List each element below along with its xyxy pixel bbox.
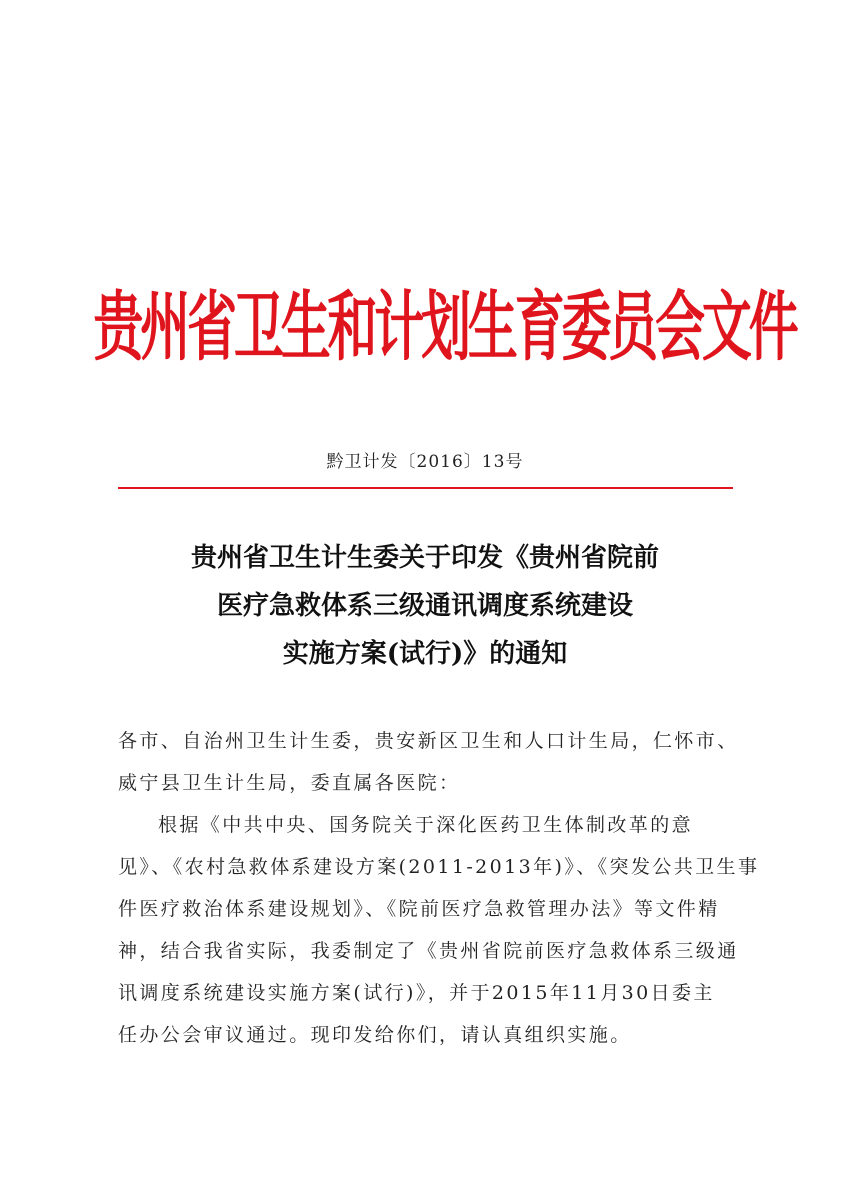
- document-number: 黔卫计发〔2016〕13号: [326, 452, 524, 472]
- addressee-line-1: 各市、自治州卫生计生委，贵安新区卫生和人口计生局，仁怀市、: [118, 730, 739, 752]
- addressee-line-2: 威宁县卫生计生局，委直属各医院：: [118, 772, 461, 794]
- title-line-1: 贵州省卫生计生委关于印发《贵州省院前: [190, 543, 659, 573]
- body-line-2: 见》、《农村急救体系建设方案(2011-2013年)》、《突发公共卫生事: [118, 856, 760, 878]
- title-line-2: 医疗急救体系三级通讯调度系统建设: [216, 591, 633, 621]
- body-line-3: 件医疗救治体系建设规划》、《院前医疗急救管理办法》等文件精: [118, 898, 720, 920]
- body-line-1: 根据《中共中央、国务院关于深化医药卫生体制改革的意: [158, 814, 694, 836]
- body-line-4: 神，结合我省实际，我委制定了《贵州省院前医疗急救体系三级通: [118, 940, 739, 962]
- masthead-red-header: 贵州省卫生和计划生育委员会文件: [93, 284, 796, 372]
- red-divider-line: [118, 487, 733, 489]
- body-line-6: 任办公会审议通过。现印发给你们，请认真组织实施。: [118, 1024, 632, 1046]
- document-title: [0, 534, 850, 678]
- document-body: [118, 720, 760, 1056]
- title-line-3: 实施方案(试行)》的通知: [282, 639, 568, 669]
- body-line-5: 讯调度系统建设实施方案(试行)》，并于2015年11月30日委主: [118, 982, 715, 1004]
